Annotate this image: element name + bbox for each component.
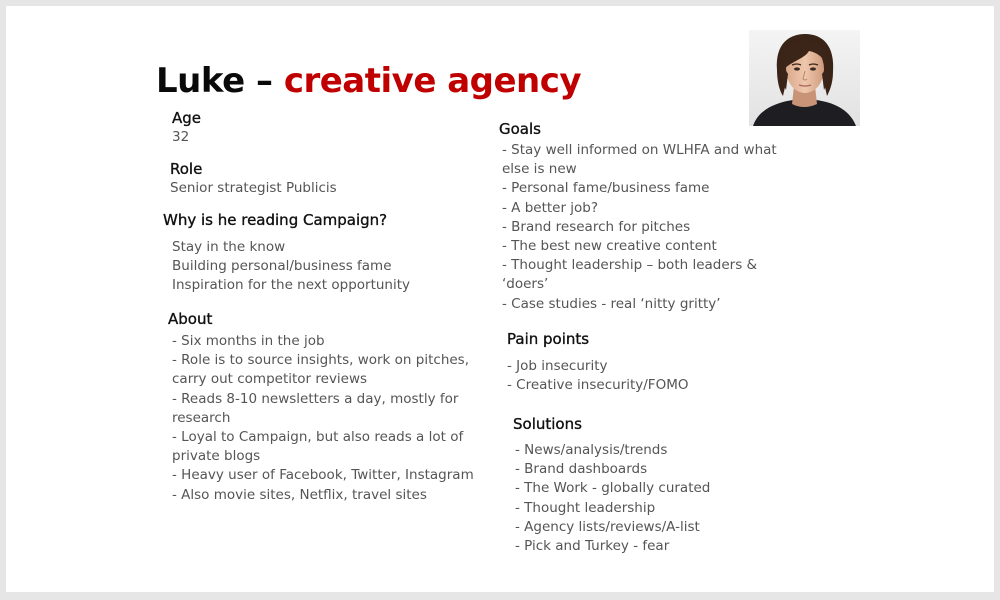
portrait-photo-icon (749, 30, 860, 126)
pain-points-heading: Pain points (507, 330, 590, 348)
age-value: 32 (172, 129, 190, 145)
list-item: Inspiration for the next opportunity (172, 277, 411, 294)
list-item: - Personal fame/business fame (502, 180, 710, 197)
pain-points-list (507, 357, 807, 395)
goals-list (502, 141, 802, 314)
about-list (172, 332, 482, 505)
list-item: - Agency lists/reviews/A-list (515, 518, 700, 535)
list-item: - Job insecurity (507, 358, 608, 374)
list-item: - Case studies - real ‘nitty gritty’ (502, 295, 721, 312)
why-heading: Why is he reading Campaign? (163, 211, 388, 229)
list-item: - Six months in the job (172, 333, 325, 349)
list-item: Building personal/business fame (172, 258, 392, 275)
list-item: - Stay well informed on WLHFA and what else is new (502, 142, 777, 178)
list-item: - A better job? (502, 199, 599, 216)
list-item: - The Work - globally curated (515, 480, 711, 497)
about-heading: About (168, 310, 213, 328)
list-item: - Thought leadership – both leaders & ‘doers’ (502, 257, 758, 293)
goals-heading: Goals (499, 120, 541, 138)
title-separator: – (244, 61, 284, 101)
age-heading: Age (172, 109, 202, 127)
role-heading: Role (170, 160, 203, 178)
list-item: - Brand dashboards (515, 461, 648, 478)
solutions-heading: Solutions (513, 415, 582, 433)
list-item: - Heavy user of Facebook, Twitter, Instagram (172, 467, 474, 484)
persona-category: creative agency (283, 61, 582, 101)
list-item: - Pick and Turkey - fear (515, 538, 670, 555)
list-item: - Loyal to Campaign, but also reads a lot of private blogs (172, 429, 464, 465)
list-item: - Role is to source insights, work on pitches, carry out competitor reviews (172, 352, 469, 388)
list-item: Stay in the know (172, 239, 286, 255)
page-title (156, 61, 581, 101)
list-item: - News/analysis/trends (515, 442, 668, 458)
portrait-illustration (749, 30, 860, 126)
list-item: - Reads 8-10 newsletters a day, mostly for research (172, 390, 459, 426)
role-value: Senior strategist Publicis (170, 180, 337, 196)
why-list (172, 238, 472, 296)
list-item: - Thought leadership (515, 499, 656, 516)
list-item: - The best new creative content (502, 238, 717, 255)
persona-name: Luke (156, 61, 245, 101)
list-item: - Creative insecurity/FOMO (507, 377, 689, 394)
solutions-list (515, 441, 815, 556)
list-item: - Brand research for pitches (502, 218, 691, 235)
list-item: - Also movie sites, Netflix, travel sites (172, 486, 427, 503)
persona-slide (6, 6, 994, 592)
